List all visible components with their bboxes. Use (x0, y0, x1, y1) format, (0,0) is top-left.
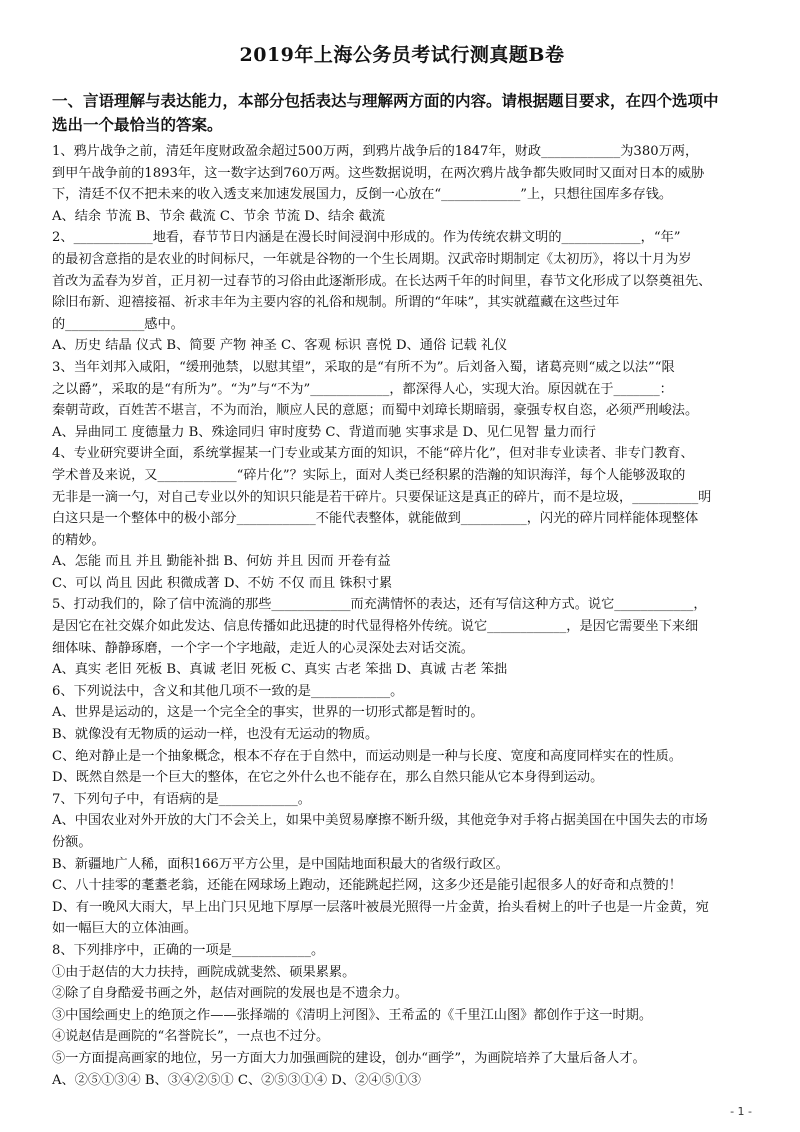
page-number: - 1 - (730, 1105, 752, 1118)
question-body (52, 141, 752, 1091)
text-line: D、有一晚风大雨大，早上出门只见地下厚厚一层落叶被晨光照得一片金黄，抬头看树上的叶子也是一片金黄，宛 (52, 899, 709, 915)
text-line: 如一幅巨大的立体油画。 (52, 921, 198, 937)
text-line: 1、鸦片战争之前，清廷年度财政盈余超过500万两，到鸦片战争后的1847年，财政____________为380万两， (52, 144, 699, 159)
text-line: 细体味、静静琢磨，一个字一个字地敲，走近人的心灵深处去对话交流。 (52, 640, 474, 656)
text-line: C、绝对静止是一个抽象概念，根本不存在于自然中，而运动则是一种与长度、宽度和高度同样实在的性质。 (52, 748, 682, 764)
text-line: 份额。 (52, 835, 92, 850)
text-line: 6、下列说法中，含义和其他几项不一致的是____________。 (52, 683, 404, 699)
text-line: 秦朝苛政，百姓苦不堪言，不为而治，顺应人民的意愿；而蜀中刘璋长期暗弱，豪强专权自恣，必须严刑峻法。 (52, 403, 699, 419)
text-line: ③中国绘画史上的绝顶之作——张择端的《清明上河图》、王希孟的《千里江山图》都创作于这一时期。 (52, 1007, 653, 1023)
text-line: A、②⑤①③④ B、③④②⑤① C、②⑤③①④ D、②④⑤①③ (52, 1072, 421, 1088)
text-line: 除旧布新、迎禧接福、祈求丰年为主要内容的礼俗和规制。所谓的“年味”，其实就蕴藏在这些过年 (52, 295, 620, 311)
text-line: A、中国农业对外开放的大门不会关上，如果中美贸易摩擦不断升级，其他竞争对手将占据美国在中国失去的市场 (52, 813, 708, 829)
text-line: 之以爵”，采取的是“有所为”。“为”与“不为”____________，都深得人心，实现大治。原因就在于_______： (52, 381, 673, 397)
text-line: ⑤一方面提高画家的地位，另一方面大力加强画院的建设，创办“画学”，为画院培养了大量后备人才。 (52, 1050, 646, 1066)
section-header-line: 一、言语理解与表达能力，本部分包括表达与理解两方面的内容。请根据题目要求，在四个选项中 (52, 91, 719, 110)
text-line: C、八十挂零的耄耋老翁，还能在网球场上跑动，还能跳起拦网，这多少还是能引起很多人的好奇和点赞的！ (52, 878, 682, 894)
text-line: 首改为孟春为岁首，正月初一过春节的习俗由此逐渐形成。在长达两千年的时间里，春节文化形成了以祭奠祖先、 (52, 273, 712, 289)
text-line: 下，清廷不仅不把未来的收入透支来加速发展国力，反倒一心放在“____________”上，只想往国库多存钱。 (52, 187, 673, 203)
text-line: ①由于赵佶的大力扶持，画院成就斐然、硕果累累。 (52, 964, 356, 980)
text-line: 到甲午战争前的1893年，这一数字达到760万两。这些数据说明，在两次鸦片战争都失败同时又面对日本的威胁 (52, 165, 705, 181)
text-line: B、就像没有无物质的运动一样，也没有无运动的物质。 (52, 727, 379, 743)
text-line: A、真实 老旧 死板 B、真诚 老旧 死板 C、真实 古老 笨拙 D、真诚 古老 笨拙 (52, 662, 508, 678)
text-line: A、世界是运动的，这是一个完全全的事实，世界的一切形式都是暂时的。 (52, 705, 484, 721)
text-line: 7、下列句子中，有语病的是____________。 (52, 791, 311, 807)
text-line: 2、____________地看，春节节日内涵是在漫长时间浸润中形成的。作为传统农耕文明的____________，“年” (52, 230, 681, 246)
text-line: A、历史 结晶 仪式 B、简要 产物 神圣 C、客观 标识 喜悦 D、通俗 记载 礼仪 (52, 338, 508, 354)
text-line: A、结余 节流 B、节余 截流 C、节余 节流 D、结余 截流 (52, 208, 385, 224)
text-line: 4、专业研究要讲全面，系统掌握某一门专业或某方面的知识，不能“碎片化”，但对非专业读者、非专门教育、 (52, 446, 694, 462)
text-line: B、新疆地广人稀，面积166万平方公里，是中国陆地面积最大的省级行政区。 (52, 856, 509, 872)
text-line: A、怎能 而且 并且 勤能补拙 B、何妨 并且 因而 开卷有益 (52, 554, 391, 570)
text-line: 学术普及来说，又____________“碎片化”？实际上，面对人类已经积累的浩瀚的知识海洋，每个人能够汲取的 (52, 467, 686, 483)
text-line: 的____________感中。 (52, 316, 184, 332)
text-line: 的精妙。 (52, 532, 105, 548)
section-header (52, 89, 752, 137)
text-line: 8、下列排序中，正确的一项是____________。 (52, 942, 325, 958)
text-line: 5、打动我们的，除了信中流淌的那些____________而充满情怀的表达，还有写信这种方式。说它____________， (52, 597, 707, 613)
text-line: 白这只是一个整体中的极小部分____________不能代表整体，就能做到__________，闪光的碎片同样能体现整体 (52, 511, 699, 527)
text-line: ②除了自身酷爱书画之外，赵佶对画院的发展也是不遗余力。 (52, 986, 409, 1002)
text-line: 3、当年刘邦入咸阳，“缓刑弛禁，以慰其望”，采取的是“有所不为”。后刘备入蜀，诸葛亮则“威之以法”“限 (52, 359, 675, 375)
text-line: 的最初含意指的是农业的时间标尺，一年就是谷物的一个生长周期。汉武帝时期制定《太初历》，将以十月为岁 (52, 251, 692, 267)
text-line: D、既然自然是一个巨大的整体，在它之外什么也不能存在，那么自然只能从它本身得到运动。 (52, 770, 604, 786)
section-header-line: 选出一个最恰当的答案。 (52, 115, 223, 134)
text-line: A、异曲同工 度德量力 B、殊途同归 审时度势 C、背道而驰 实事求是 D、见仁见智 量力而行 (52, 424, 596, 440)
page-title: 2019年上海公务员考试行测真题B卷 (239, 44, 565, 66)
text-line: 是因它在社交媒介如此发达、信息传播如此迅捷的时代显得格外传统。说它____________，是因它需要坐下来细 (52, 619, 699, 635)
text-line: C、可以 尚且 因此 积微成著 D、不妨 不仅 而且 铢积寸累 (52, 575, 393, 591)
text-line: ④说赵佶是画院的“名誉院长”，一点也不过分。 (52, 1029, 330, 1045)
document-page (52, 40, 752, 1091)
text-line: 无非是一滴一勺，对自己专业以外的知识只能是若干碎片。只要保证这是真正的碎片，而不是垃圾，__________明 (52, 489, 712, 505)
